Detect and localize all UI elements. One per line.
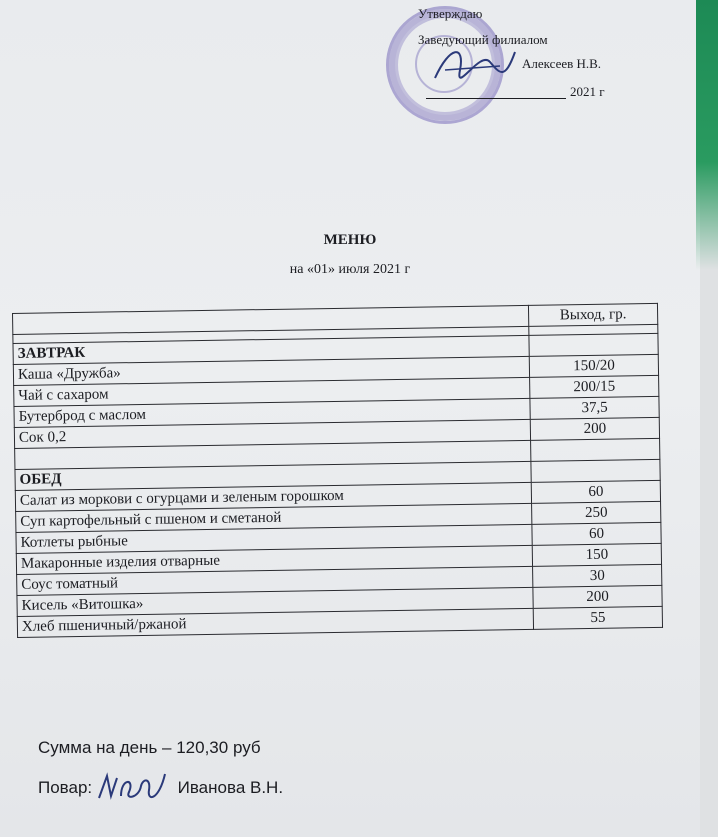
dish-name: Чай с сахаром [14,377,530,406]
section-title: ЗАВТРАК [13,335,529,364]
dish-name: Салат из моркови с огурцами и зеленым горошком [15,482,531,511]
dish-yield: 250 [532,501,661,524]
daily-sum: Сумма на день – 120,30 руб [38,738,261,757]
approval-line-1: Утверждаю [418,6,483,21]
column-header: Выход, гр. [529,303,658,326]
dish-yield: 55 [533,606,662,629]
dish-name: Сок 0,2 [14,419,530,448]
approval-line-4: 2021 г [570,84,605,99]
dish-name: Хлеб пшеничный/ржаной [17,608,533,637]
dish-yield: 200 [530,417,659,440]
approval-line-3: Алексеев Н.В. [522,56,602,71]
dish-name: Каша «Дружба» [13,356,529,385]
dish-yield: 150 [532,543,661,566]
approval-date-line [426,84,566,99]
cook-signature [95,768,175,808]
menu-title: МЕНЮ [323,232,377,248]
cook-label: Повар: [38,778,93,797]
dish-yield: 150/20 [529,354,658,377]
dish-name: Котлеты рыбные [16,524,532,553]
menu-table [12,303,663,638]
dish-yield: 30 [533,564,662,587]
approval-line-2: Заведующий филиалом [418,32,548,47]
section-title: ОБЕД [15,461,531,490]
dish-name: Макаронные изделия отварные [16,545,532,574]
dish-name: Бутерброд с маслом [14,398,530,427]
menu-date: на «01» июля 2021 г [289,262,411,277]
dish-yield: 60 [532,522,661,545]
dish-name: Суп картофельный с пшеном и сметаной [16,503,532,532]
background-edge [696,0,718,270]
dish-yield: 200/15 [530,375,659,398]
cook-name: Иванова В.Н. [177,778,284,797]
dish-yield: 37,5 [530,396,659,419]
dish-name: Соус томатный [17,566,533,595]
dish-yield: 200 [533,585,662,608]
dish-name: Кисель «Витошка» [17,587,533,616]
dish-yield: 60 [531,480,660,503]
